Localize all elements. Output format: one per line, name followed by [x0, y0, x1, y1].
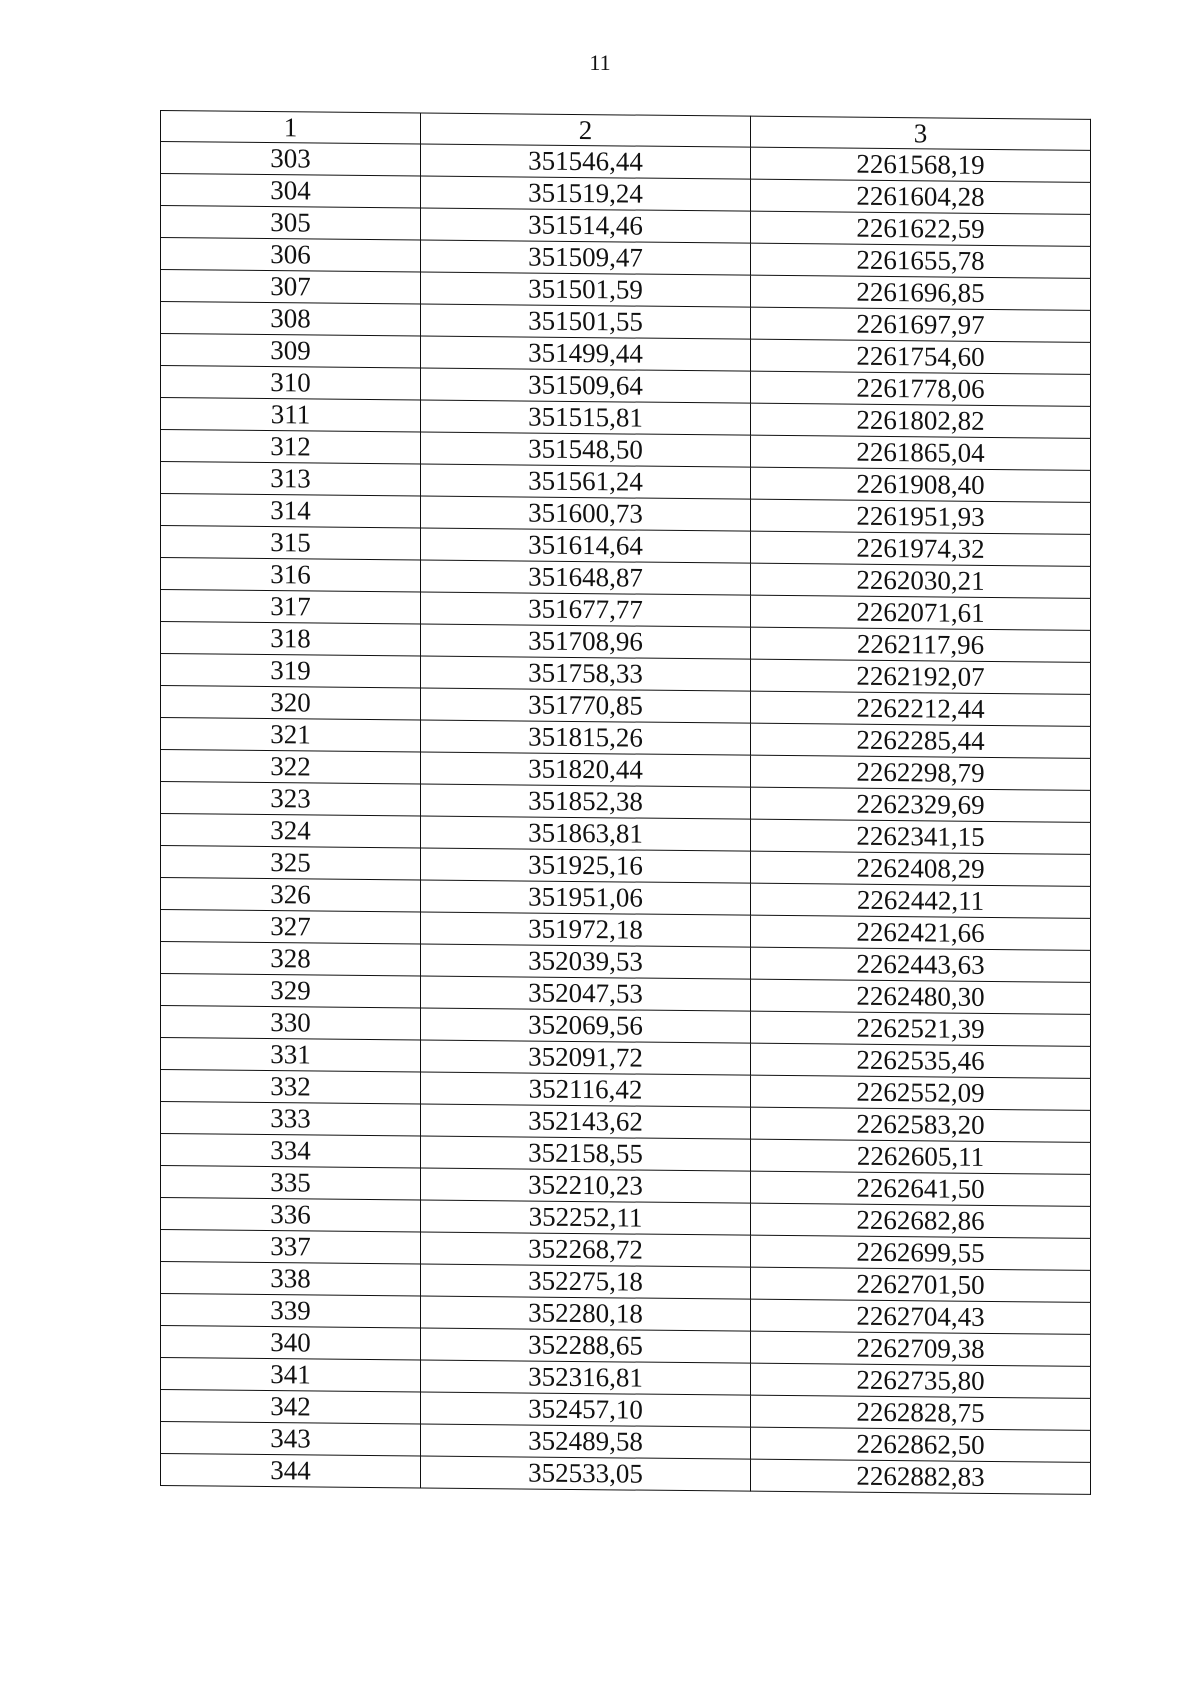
y-coordinate-cell: 2262552,09 — [751, 1075, 1091, 1110]
y-coordinate-cell: 2262682,86 — [751, 1203, 1091, 1238]
x-coordinate-cell: 351499,44 — [421, 336, 751, 371]
y-coordinate-cell: 2262030,21 — [751, 563, 1091, 598]
y-coordinate-cell: 2262408,29 — [751, 851, 1091, 886]
x-coordinate-cell: 352275,18 — [421, 1264, 751, 1299]
point-number-cell: 308 — [161, 302, 421, 336]
point-number-cell: 304 — [161, 174, 421, 208]
x-coordinate-cell: 351501,59 — [421, 272, 751, 307]
y-coordinate-cell: 2262735,80 — [751, 1363, 1091, 1398]
point-number-cell: 316 — [161, 558, 421, 592]
y-coordinate-cell: 2262882,83 — [751, 1459, 1091, 1494]
x-coordinate-cell: 352210,23 — [421, 1168, 751, 1203]
point-number-cell: 324 — [161, 814, 421, 848]
x-coordinate-cell: 351972,18 — [421, 912, 751, 947]
x-coordinate-cell: 351509,47 — [421, 240, 751, 275]
x-coordinate-cell: 351648,87 — [421, 560, 751, 595]
point-number-cell: 307 — [161, 270, 421, 304]
y-coordinate-cell: 2262329,69 — [751, 787, 1091, 822]
x-coordinate-cell: 352039,53 — [421, 944, 751, 979]
y-coordinate-cell: 2261908,40 — [751, 467, 1091, 502]
x-coordinate-cell: 352158,55 — [421, 1136, 751, 1171]
point-number-cell: 337 — [161, 1230, 421, 1264]
y-coordinate-cell: 2262521,39 — [751, 1011, 1091, 1046]
x-coordinate-cell: 351519,24 — [421, 176, 751, 211]
x-coordinate-cell: 351561,24 — [421, 464, 751, 499]
x-coordinate-cell: 352268,72 — [421, 1232, 751, 1267]
y-coordinate-cell: 2261604,28 — [751, 179, 1091, 214]
point-number-cell: 338 — [161, 1262, 421, 1296]
x-coordinate-cell: 352489,58 — [421, 1424, 751, 1459]
point-number-cell: 313 — [161, 462, 421, 496]
coordinates-table — [160, 110, 1091, 1495]
page-number: 11 — [589, 50, 611, 75]
x-coordinate-cell: 351546,44 — [421, 144, 751, 179]
y-coordinate-cell: 2262192,07 — [751, 659, 1091, 694]
x-coordinate-cell: 351501,55 — [421, 304, 751, 339]
y-coordinate-cell: 2261778,06 — [751, 371, 1091, 406]
point-number-cell: 343 — [161, 1422, 421, 1456]
x-coordinate-cell: 352047,53 — [421, 976, 751, 1011]
x-coordinate-cell: 351514,46 — [421, 208, 751, 243]
x-coordinate-cell: 351515,81 — [421, 400, 751, 435]
x-coordinate-cell: 351820,44 — [421, 752, 751, 787]
x-coordinate-cell: 352533,05 — [421, 1456, 751, 1491]
point-number-cell: 315 — [161, 526, 421, 560]
x-coordinate-cell: 351614,64 — [421, 528, 751, 563]
point-number-cell: 306 — [161, 238, 421, 272]
x-coordinate-cell: 352143,62 — [421, 1104, 751, 1139]
x-coordinate-cell: 351925,16 — [421, 848, 751, 883]
y-coordinate-cell: 2262480,30 — [751, 979, 1091, 1014]
x-coordinate-cell: 351509,64 — [421, 368, 751, 403]
point-number-cell: 340 — [161, 1326, 421, 1360]
point-number-cell: 323 — [161, 782, 421, 816]
x-coordinate-cell: 352280,18 — [421, 1296, 751, 1331]
y-coordinate-cell: 2262421,66 — [751, 915, 1091, 950]
x-coordinate-cell: 352288,65 — [421, 1328, 751, 1363]
y-coordinate-cell: 2261697,97 — [751, 307, 1091, 342]
point-number-cell: 333 — [161, 1102, 421, 1136]
y-coordinate-cell: 2262535,46 — [751, 1043, 1091, 1078]
y-coordinate-cell: 2261696,85 — [751, 275, 1091, 310]
point-number-cell: 332 — [161, 1070, 421, 1104]
x-coordinate-cell: 351863,81 — [421, 816, 751, 851]
y-coordinate-cell: 2261951,93 — [751, 499, 1091, 534]
x-coordinate-cell: 351758,33 — [421, 656, 751, 691]
point-number-cell: 318 — [161, 622, 421, 656]
coordinates-table-container — [160, 110, 1090, 1495]
point-number-cell: 341 — [161, 1358, 421, 1392]
point-number-cell: 319 — [161, 654, 421, 688]
y-coordinate-cell: 2262071,61 — [751, 595, 1091, 630]
y-coordinate-cell: 2261865,04 — [751, 435, 1091, 470]
y-coordinate-cell: 2262704,43 — [751, 1299, 1091, 1334]
x-coordinate-cell: 351951,06 — [421, 880, 751, 915]
x-coordinate-cell: 351677,77 — [421, 592, 751, 627]
y-coordinate-cell: 2262701,50 — [751, 1267, 1091, 1302]
y-coordinate-cell: 2262699,55 — [751, 1235, 1091, 1270]
y-coordinate-cell: 2262341,15 — [751, 819, 1091, 854]
point-number-cell: 314 — [161, 494, 421, 528]
y-coordinate-cell: 2262443,63 — [751, 947, 1091, 982]
y-coordinate-cell: 2261568,19 — [751, 147, 1091, 182]
point-number-cell: 326 — [161, 878, 421, 912]
point-number-cell: 325 — [161, 846, 421, 880]
x-coordinate-cell: 352091,72 — [421, 1040, 751, 1075]
x-coordinate-cell: 351708,96 — [421, 624, 751, 659]
point-number-cell: 330 — [161, 1006, 421, 1040]
y-coordinate-cell: 2262583,20 — [751, 1107, 1091, 1142]
column-header-3: 3 — [751, 116, 1091, 150]
x-coordinate-cell: 351770,85 — [421, 688, 751, 723]
x-coordinate-cell: 351852,38 — [421, 784, 751, 819]
point-number-cell: 309 — [161, 334, 421, 368]
y-coordinate-cell: 2262828,75 — [751, 1395, 1091, 1430]
y-coordinate-cell: 2262862,50 — [751, 1427, 1091, 1462]
column-header-1: 1 — [161, 111, 421, 144]
point-number-cell: 317 — [161, 590, 421, 624]
point-number-cell: 335 — [161, 1166, 421, 1200]
point-number-cell: 328 — [161, 942, 421, 976]
y-coordinate-cell: 2262709,38 — [751, 1331, 1091, 1366]
point-number-cell: 336 — [161, 1198, 421, 1232]
x-coordinate-cell: 352116,42 — [421, 1072, 751, 1107]
x-coordinate-cell: 351548,50 — [421, 432, 751, 467]
y-coordinate-cell: 2261802,82 — [751, 403, 1091, 438]
point-number-cell: 303 — [161, 142, 421, 176]
y-coordinate-cell: 2261655,78 — [751, 243, 1091, 278]
y-coordinate-cell: 2261622,59 — [751, 211, 1091, 246]
y-coordinate-cell: 2262212,44 — [751, 691, 1091, 726]
point-number-cell: 342 — [161, 1390, 421, 1424]
y-coordinate-cell: 2262641,50 — [751, 1171, 1091, 1206]
point-number-cell: 331 — [161, 1038, 421, 1072]
point-number-cell: 327 — [161, 910, 421, 944]
point-number-cell: 320 — [161, 686, 421, 720]
column-header-2: 2 — [421, 113, 751, 147]
y-coordinate-cell: 2262605,11 — [751, 1139, 1091, 1174]
x-coordinate-cell: 352316,81 — [421, 1360, 751, 1395]
point-number-cell: 334 — [161, 1134, 421, 1168]
point-number-cell: 339 — [161, 1294, 421, 1328]
x-coordinate-cell: 351815,26 — [421, 720, 751, 755]
point-number-cell: 322 — [161, 750, 421, 784]
x-coordinate-cell: 352252,11 — [421, 1200, 751, 1235]
point-number-cell: 344 — [161, 1454, 421, 1488]
point-number-cell: 311 — [161, 398, 421, 432]
x-coordinate-cell: 352069,56 — [421, 1008, 751, 1043]
y-coordinate-cell: 2262285,44 — [751, 723, 1091, 758]
x-coordinate-cell: 351600,73 — [421, 496, 751, 531]
y-coordinate-cell: 2262117,96 — [751, 627, 1091, 662]
point-number-cell: 312 — [161, 430, 421, 464]
point-number-cell: 329 — [161, 974, 421, 1008]
y-coordinate-cell: 2262298,79 — [751, 755, 1091, 790]
point-number-cell: 321 — [161, 718, 421, 752]
point-number-cell: 310 — [161, 366, 421, 400]
point-number-cell: 305 — [161, 206, 421, 240]
y-coordinate-cell: 2261974,32 — [751, 531, 1091, 566]
y-coordinate-cell: 2261754,60 — [751, 339, 1091, 374]
table-body — [161, 142, 1091, 1495]
x-coordinate-cell: 352457,10 — [421, 1392, 751, 1427]
y-coordinate-cell: 2262442,11 — [751, 883, 1091, 918]
